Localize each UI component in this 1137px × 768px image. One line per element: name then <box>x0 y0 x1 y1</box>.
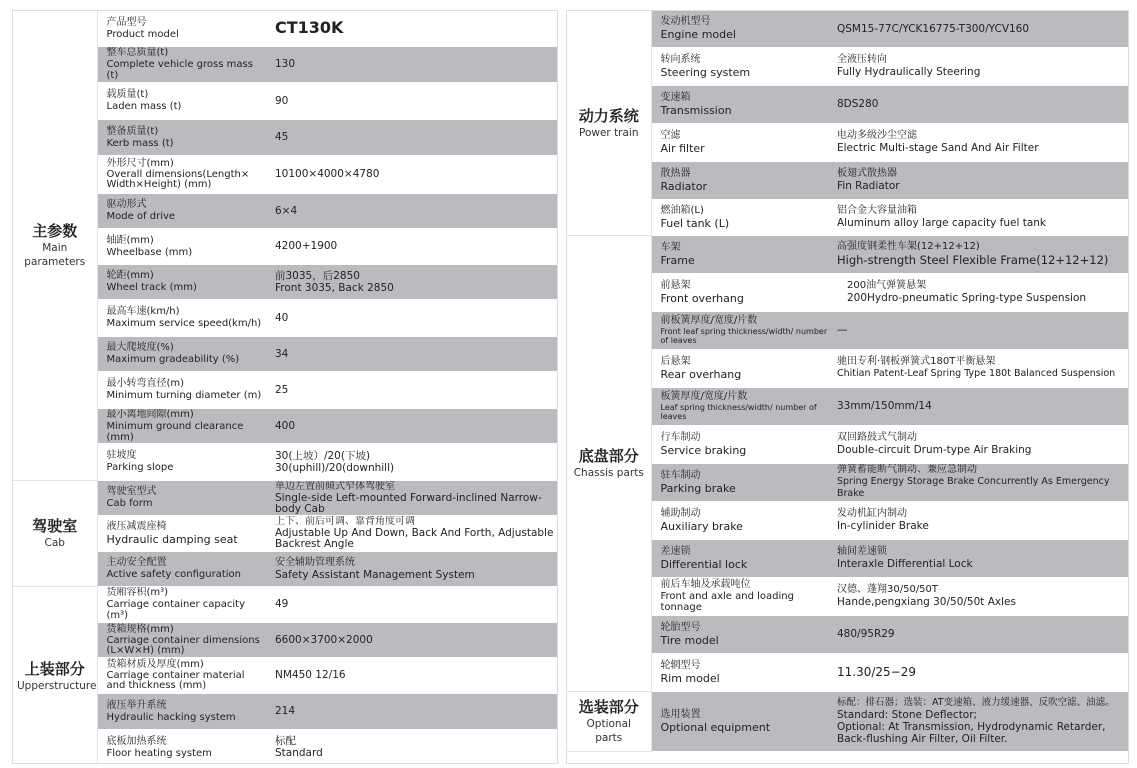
label-en: Service braking <box>660 443 747 457</box>
label-zh: 主动安全配置 <box>106 557 167 568</box>
spec-row <box>567 47 1128 85</box>
value-zh: 弹簧蓄能断气制动、兼应急制动 <box>837 464 977 475</box>
category-en: Optional parts <box>586 718 631 744</box>
label-zh: 液压减震座椅 <box>106 520 167 532</box>
label-en: Hydraulic damping seat <box>106 532 238 546</box>
value: 400 <box>266 408 557 443</box>
label-zh: 货箱规格(mm) <box>106 623 174 635</box>
value-en: In-cylinider Brake <box>837 520 929 532</box>
label-en: Auxiliary brake <box>660 519 743 533</box>
label-en: Overall dimensions(Length× Width×Height) (mm) <box>106 169 250 190</box>
value-zh: 汉德、蓬翔30/50/50T <box>837 584 939 595</box>
value: 4200+1900 <box>266 228 557 264</box>
value-en: High-strength Steel Flexible Frame(12+12+12) <box>837 253 1109 267</box>
label-en: Front and axle and loading tonnage <box>660 591 794 613</box>
value-zh: 铝合金大容量油箱 <box>837 205 917 216</box>
label-zh: 选用装置 <box>660 708 701 720</box>
value: 480/95R29 <box>828 615 1128 653</box>
left-spec-table <box>13 11 557 764</box>
value: QSM15-77C/YCK16775-T300/YCV160 <box>828 11 1128 47</box>
label-zh: 驻车制动 <box>660 469 701 481</box>
label-zh: 行车制动 <box>660 431 701 443</box>
label-zh: 轮辋型号 <box>660 659 701 671</box>
value-en: Fin Radiator <box>837 180 900 192</box>
spec-row <box>567 615 1128 653</box>
spec-row <box>567 349 1128 387</box>
value-zh: 200油气弹簧悬架 <box>847 280 927 291</box>
value: 214 <box>266 693 557 729</box>
label-en: Product model <box>106 28 179 40</box>
value: 6×4 <box>266 193 557 228</box>
label-en: Kerb mass (t) <box>106 137 174 149</box>
value-en: Front 3035, Back 2850 <box>275 281 394 294</box>
category-en: Chassis parts <box>573 467 644 479</box>
value-zh: 标配 <box>275 735 296 747</box>
value: NM450 12/16 <box>266 657 557 693</box>
value-zh: 单边左置前倾式窄体驾驶室 <box>275 480 395 492</box>
label-zh: 最小转弯直径(m) <box>106 378 185 389</box>
label-en: Air filter <box>660 141 705 155</box>
category-en: Cab <box>44 537 65 549</box>
category-zh: 动力系统 <box>578 106 639 125</box>
category-zh: 主参数 <box>32 222 78 241</box>
label-en: Front overhang <box>660 291 744 305</box>
category-en: Upperstructure <box>17 679 97 692</box>
category-cab <box>13 480 97 586</box>
label-zh: 轮距(mm) <box>106 270 154 281</box>
value-en: Electric Multi-stage Sand And Air Filter <box>837 142 1039 154</box>
label-zh: 整车总质量(t) <box>106 47 169 58</box>
value-product-model: CT130K <box>266 11 557 46</box>
value-zh: 双回路鼓式气制动 <box>837 432 917 443</box>
value-zh: 全液压转向 <box>837 54 887 65</box>
spec-row <box>567 425 1128 463</box>
label-en: Steering system <box>660 65 751 79</box>
spec-row <box>567 501 1128 539</box>
label-zh: 液压举升系统 <box>106 699 167 711</box>
label-zh: 货厢容积(m³) <box>106 587 169 598</box>
category-zh: 选装部分 <box>578 698 639 716</box>
label-en: Fuel tank (L) <box>660 216 730 230</box>
spec-row <box>567 273 1128 311</box>
value-en: Hande,pengxiang 30/50/50t Axles <box>837 596 1016 608</box>
label-en: Complete vehicle gross mass (t) <box>106 59 253 81</box>
category-optional-parts <box>567 691 651 751</box>
right-spec-table <box>567 11 1128 752</box>
value-zh: 轴间差速锁 <box>837 546 887 557</box>
label-en: Front leaf spring thickness/width/ number of leaves <box>660 327 828 345</box>
value: 49 <box>266 586 557 622</box>
label-en: Minimum turning diameter (m) <box>106 390 262 401</box>
value-en: Adjustable Up And Down, Back And Forth, Adjustable Backrest Angle <box>275 527 554 550</box>
category-zh: 底盘部分 <box>578 447 639 465</box>
value-zh: 安全辅助管理系统 <box>275 556 355 568</box>
value-en: Chitian Patent-Leaf Spring Type 180t Balanced Suspension <box>837 368 1116 379</box>
label-zh: 散热器 <box>660 167 691 179</box>
value-zh: 前3035，后2850 <box>275 269 360 282</box>
value: 10100×4000×4780 <box>266 155 557 193</box>
label-en: Laden mass (t) <box>106 101 182 112</box>
value-zh: 电动多级沙尘空滤 <box>837 130 917 141</box>
label-zh: 转向系统 <box>660 53 701 65</box>
label-en: Tire model <box>660 633 719 647</box>
value-en: Spring Energy Storage Brake Concurrently As Emergency Brake <box>837 476 1110 499</box>
spec-row-product-model <box>13 11 557 46</box>
spec-row <box>567 311 1128 349</box>
category-zh: 驾驶室 <box>32 517 78 535</box>
label-en: Floor heating system <box>106 747 212 759</box>
label-zh: 驱动形式 <box>106 199 147 210</box>
value-zh: 30(上坡）/20(下坡) <box>275 449 371 462</box>
label-zh: 车架 <box>660 241 681 253</box>
value-en: Double-circuit Drum-type Air Braking <box>837 444 1032 456</box>
value-en: Safety Assistant Management System <box>275 568 475 581</box>
right-spec-panel <box>566 10 1129 764</box>
spec-row <box>567 11 1128 47</box>
value: 25 <box>266 371 557 408</box>
label-en: Maximum gradeability (%) <box>106 354 240 365</box>
value: 90 <box>266 82 557 119</box>
label-zh: 差速锁 <box>660 545 691 557</box>
spec-row <box>13 586 557 622</box>
value: 33mm/150mm/14 <box>828 387 1128 425</box>
label-en: Cab form <box>106 498 153 509</box>
value-en: Standard: Stone Deflector; <box>837 709 978 721</box>
spec-row <box>567 85 1128 123</box>
label-en: Minimum ground clearance (mm) <box>106 420 244 443</box>
value-en: Single-side Left-mounted Forward-inclined Narrow-body Cab <box>275 491 542 515</box>
value-en: Interaxle Differential Lock <box>837 558 973 570</box>
label-zh: 外形尺寸(mm) <box>106 158 174 169</box>
label-en: Rim model <box>660 671 720 685</box>
label-en: Leaf spring thickness/width/ number of leaves <box>660 403 817 421</box>
label-zh: 轮胎型号 <box>660 621 701 633</box>
label-en: Active safety configuration <box>106 569 241 580</box>
label-en: Engine model <box>660 28 736 42</box>
value-en: 200Hydro-pneumatic Spring-type Suspension <box>847 292 1087 304</box>
spec-row <box>567 577 1128 615</box>
label-en: Radiator <box>660 179 707 193</box>
label-zh: 产品型号 <box>106 16 147 28</box>
label-en: Mode of drive <box>106 211 176 222</box>
label-en: Optional equipment <box>660 720 771 734</box>
value: 45 <box>266 119 557 155</box>
value-zh: 上下、前后可调、靠背角度可调 <box>275 516 415 527</box>
label-zh: 驾驶室型式 <box>106 486 157 497</box>
label-zh: 变速箱 <box>660 91 691 103</box>
label-en: Wheel track (mm) <box>106 282 197 293</box>
category-power-train <box>567 11 651 235</box>
label-zh: 发动机型号 <box>660 16 711 28</box>
label-zh: 轴距(mm) <box>106 234 154 246</box>
label-en: Maximum service speed(km/h) <box>106 318 262 329</box>
spec-row <box>567 161 1128 199</box>
value-zh: 标配：排石器；选装：AT变速箱、液力缓速器、反吹空滤、油滤。 <box>837 697 1115 708</box>
label-zh: 燃油箱(L) <box>660 204 704 216</box>
value: 40 <box>266 299 557 336</box>
label-en: Carriage container capacity (m³) <box>106 599 246 621</box>
value: 130 <box>266 46 557 82</box>
category-upperstructure <box>13 586 97 764</box>
value-zh: 发动机缸内制动 <box>837 508 907 519</box>
value: 34 <box>266 336 557 371</box>
spec-row <box>567 653 1128 691</box>
spec-row <box>567 387 1128 425</box>
value-zh: 驰田专利·钢板弹簧式180T平衡悬架 <box>837 356 996 367</box>
value-en: Fully Hydraulically Steering <box>837 66 981 78</box>
label-zh: 载质量(t) <box>106 89 149 100</box>
value-en: Standard <box>275 747 323 759</box>
label-zh: 辅助制动 <box>660 507 701 519</box>
spec-row <box>567 235 1128 273</box>
category-chassis-parts <box>567 235 651 691</box>
label-en: Parking slope <box>106 462 174 473</box>
category-en: Power train <box>578 126 639 139</box>
spec-row <box>567 123 1128 161</box>
label-zh: 前悬架 <box>660 279 691 291</box>
label-en: Differential lock <box>660 557 748 571</box>
category-en: Main parameters <box>24 242 86 269</box>
label-zh: 后悬架 <box>660 355 691 367</box>
label-en: Wheelbase (mm) <box>106 246 193 258</box>
label-en: Rear overhang <box>660 367 742 381</box>
value-en: Aluminum alloy large capacity fuel tank <box>837 217 1046 229</box>
label-zh: 最高车速(km/h) <box>106 306 180 317</box>
label-zh: 最大爬坡度(%) <box>106 342 174 353</box>
label-en: Transmission <box>660 103 732 117</box>
label-en: Parking brake <box>660 481 736 495</box>
label-zh: 空滤 <box>660 129 681 141</box>
spec-row <box>13 480 557 515</box>
value-zh: 高强度钢柔性车架(12+12+12) <box>837 241 980 252</box>
value: 11.30/25−29 <box>828 653 1128 691</box>
spec-row <box>567 463 1128 501</box>
spec-row <box>567 691 1128 751</box>
label-en: Frame <box>660 253 695 267</box>
label-zh: 整备质量(t) <box>106 125 159 137</box>
label-zh: 最小离地间隙(mm) <box>106 408 194 420</box>
value: 8DS280 <box>828 85 1128 123</box>
label-en: Hydraulic hacking system <box>106 711 236 723</box>
value-en-optional: Optional: At Transmission, Hydrodynamic Retarder, Back-flushing Air Filter, Oil Filter. <box>837 721 1106 745</box>
left-spec-panel <box>12 10 558 764</box>
category-main-parameters <box>13 11 97 480</box>
category-zh: 上装部分 <box>24 659 85 678</box>
label-en: Carriage container material and thickness (mm) <box>106 670 245 691</box>
label-zh: 驻坡度 <box>106 450 137 461</box>
spec-row <box>567 539 1128 577</box>
label-zh: 底板加热系统 <box>106 735 167 747</box>
value-en: 30(uphill)/20(downhill) <box>275 461 395 474</box>
value: 6600×3700×2000 <box>266 622 557 657</box>
label-zh: 前板簧厚度/宽度/片数 <box>660 315 758 326</box>
value: — <box>828 311 1128 349</box>
value-zh: 板翅式散热器 <box>837 168 897 179</box>
label-zh: 货箱材质及厚度(mm) <box>106 659 204 670</box>
label-en: Carriage container dimensions (L×W×H) (mm) <box>106 634 260 656</box>
spec-row <box>567 199 1128 235</box>
label-zh: 板簧厚度/宽度/片数 <box>660 391 748 402</box>
label-zh: 前后车轴及承载吨位 <box>660 579 751 590</box>
